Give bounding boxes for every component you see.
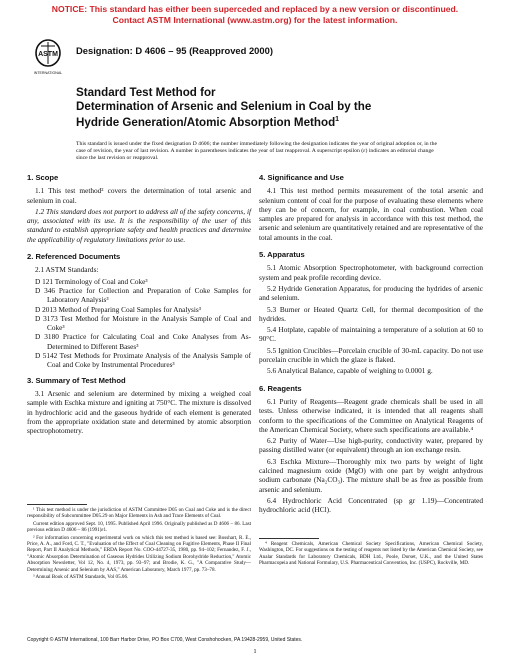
page-number: 1 — [253, 648, 257, 655]
footnote-divider — [259, 538, 319, 539]
para-6-3: 6.3 Eschka Mixture—Thoroughly mix two parts by weight of light calcined magnesium oxide (MgO) with one part by weight anhydrous sodium carbonate (Na₂CO₃). The mixture shall be as free as possible from arsenic and selenium. — [259, 456, 483, 494]
document-title — [76, 86, 456, 130]
section-heading-reagents: 6. Reagents — [259, 383, 302, 393]
notice-line-1: NOTICE: This standard has either been superceded and replaced by a new version or discontinued. — [51, 4, 459, 14]
para-5-6: 5.6 Analytical Balance, capable of weighing to 0.0001 g. — [267, 366, 433, 376]
para-3-1: 3.1 Arsenic and selenium are determined by mixing a weighed coal sample with Eschka mixture and igniting at 750°C. The mixture is dissolved in hydrochloric acid and the gaseous hydride of each element is generated from the appropriate oxidation state and determined by atomic absorption spectrophotometry. — [27, 388, 251, 436]
copyright-line: Copyright © ASTM International, 100 Barr Harbor Drive, PO Box C700, West Conshohocken, PA 19428-2959, United States. — [27, 637, 303, 643]
astm-logo — [33, 38, 63, 78]
svg-text:INTERNATIONAL: INTERNATIONAL — [33, 71, 63, 75]
footnote: ⁴ Reagent Chemicals, American Chemical Society Specifications, American Chemical Society, Washington, DC. For suggestions on the testing of reagents not listed by the American Chemical Society, see Analar Standards for Laboratory Chemicals, BDH Ltd., Poole, Dorset, U.K., and the United States Pharmacopeia and National Formulary, U.S. Pharmaceutical Convention, Inc. (USPC), Rockville, MD. — [259, 541, 483, 567]
footnote: ³ Annual Book of ASTM Standards, Vol 05.06. — [33, 574, 129, 581]
para-5-5: 5.5 Ignition Crucibles—Porcelain crucible of 30-mL capacity. Do not use porcelain crucible in which the glaze is flaked. — [259, 345, 483, 365]
para-5-4: 5.4 Hotplate, capable of maintaining a temperature of a solution at 60 to 90°C. — [259, 325, 483, 344]
reference-item: D 3180 Practice for Calculating Coal and Coke Analyses from As-Determined to Different Bases³ — [35, 332, 251, 351]
para-4-1: 4.1 This test method permits measurement of the total arsenic and selenium content of coal for the purpose of evaluating these elements where they can be of concern, for example, in coal combustion. When coal samples are prepared for analysis in accordance with this test method, the arsenic and selenium are quantitatively retained and are representative of the total amounts in the coal. — [259, 186, 483, 242]
title-line-1: Standard Test Method for — [76, 86, 216, 99]
section-heading-scope: 1. Scope — [27, 173, 59, 182]
right-footnotes — [259, 538, 483, 568]
para-6-4: 6.4 Hydrochloric Acid Concentrated (sp gr 1.19)—Concentrated hydrochloric acid (HCl). — [259, 495, 483, 515]
reference-item: D 346 Practice for Collection and Preparation of Coke Samples for Laboratory Analysis³ — [35, 285, 251, 305]
intro-note: This standard is issued under the fixed designation D 4606; the number immediately following the designation indicates the year of original adoption or, in the case of revision, the year of last revision. A number in parentheses indicates the year of last reapproval. A superscript epsilon (ε) indicates an editorial change since the last revision or reapproval. — [76, 141, 438, 162]
reference-item: D 121 Terminology of Coal and Coke³ — [35, 276, 148, 286]
right-column — [259, 173, 483, 517]
para-1-1: 1.1 This test method² covers the determination of total arsenic and selenium in coal. — [27, 186, 251, 205]
para-6-2: 6.2 Purity of Water—Use high-purity, conductivity water, prepared by passing distilled water (or equivalent) through an ion exchange resin. — [259, 436, 483, 455]
section-heading-summary: 3. Summary of Test Method — [27, 375, 126, 385]
title-line-2: Determination of Arsenic and Selenium in Coal by the — [76, 99, 372, 113]
svg-text:ASTM: ASTM — [38, 51, 58, 58]
supersession-notice — [0, 4, 510, 26]
para-5-3: 5.3 Burner or Heated Quartz Cell, for thermal decomposition of the hydrides. — [259, 304, 483, 323]
footnote: ² For information concerning experimental work on which this test method is based see: Bosshart, R. E., Price, A. A., and Ford, C. T., "Evaluation of the Effect of Coal Cleaning on Fugitive Elements, Phase II Final Report, Part II Analytical Methods," ERDA Report No. COO-44727-35, 1980, pp. 94–102; Fernandez, F. J., "Atomic Absorption Determination of Gaseous Hydrides Utilizing Sodium Borohydride Reduction," Atomic Absorption Newsletter, Vol 12, No. 4, 1973, pp. 93–97; and Brodie, K. G., "A Comparative Study—Determining Arsenic and Selenium by AAS," American Laboratory, March 1977, pp. 73–78. — [27, 534, 251, 573]
para-5-2: 5.2 Hydride Generation Apparatus, for producing the hydrides of arsenic and selenium. — [259, 283, 483, 303]
footnote: ¹ This test method is under the jurisdiction of ASTM Committee D05 on Coal and Coke and is the direct responsibility of Subcommittee D05.29 on Major Elements in Ash and Trace Elements of Coal. — [27, 507, 251, 520]
reference-item: D 2013 Method of Preparing Coal Samples for Analysis³ — [35, 304, 201, 314]
footnote-divider — [27, 504, 87, 505]
reference-item: D 5142 Test Methods for Proximate Analysis of the Analysis Sample of Coal and Coke by Instrumental Procedures³ — [35, 351, 251, 370]
section-heading-apparatus: 5. Apparatus — [259, 250, 305, 260]
left-footnotes — [27, 504, 251, 581]
title-line-3: Hydride Generation/Atomic Absorption Method$^1$ — [76, 116, 340, 130]
para-6-1: 6.1 Purity of Reagents—Reagent grade chemicals shall be used in all tests. Unless otherwise indicated, it is intended that all reagents shall conform to the specifications of the Committee on Analytical Reagents of the American Chemical Society, where such specifications are available.⁴ — [259, 396, 483, 434]
reference-item: D 3173 Test Method for Moisture in the Analysis Sample of Coal and Coke³ — [35, 313, 251, 333]
section-heading-references: 2. Referenced Documents — [27, 252, 121, 262]
para-5-1: 5.1 Atomic Absorption Spectrophotometer, with background correction system and peak profile recording device. — [259, 263, 483, 282]
section-heading-significance: 4. Significance and Use — [259, 173, 344, 182]
para-2-1: 2.1 ASTM Standards: — [35, 265, 99, 275]
left-column — [27, 173, 251, 437]
designation: Designation: D 4606 – 95 (Reapproved 2000) — [76, 45, 273, 56]
notice-line-2: Contact ASTM International (www.astm.org) for the latest information. — [112, 15, 398, 25]
para-1-2: 1.2 This standard does not purport to address all of the safety concerns, if any, associated with its use. It is the responsibility of the user of this standard to establish appropriate safety and health practices and determine the applicability of regulatory limitations prior to use. — [27, 206, 251, 244]
footnote: Current edition approved Sept. 10, 1995. Published April 1996. Originally published as D 4606 – 86. Last previous edition D 4606 – 86 (1991)ε1. — [27, 520, 251, 534]
